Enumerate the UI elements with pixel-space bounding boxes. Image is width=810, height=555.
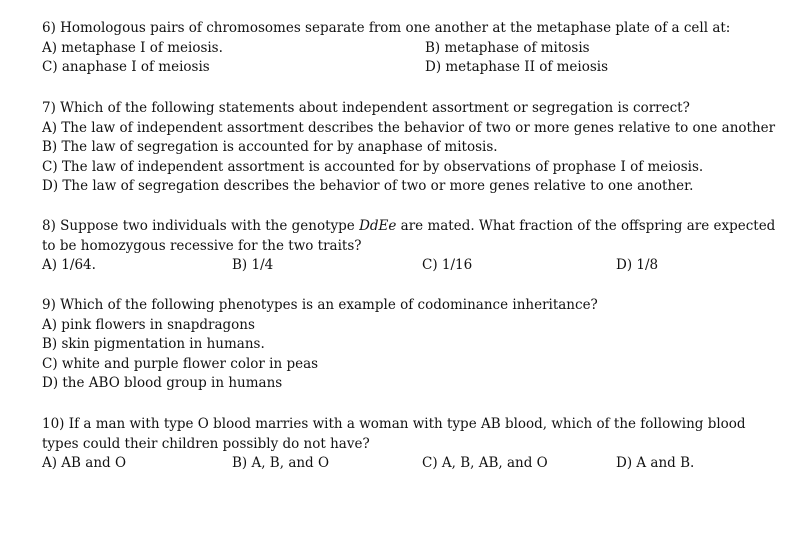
question-6-option-b: B) metaphase of mitosis xyxy=(425,39,590,56)
question-9-option-a: A) pink flowers in snapdragons xyxy=(42,316,255,333)
question-8-options xyxy=(42,256,782,276)
question-8-option-c: C) 1/16 xyxy=(422,257,473,273)
question-6 xyxy=(42,19,782,78)
question-6-option-a: A) metaphase I of meiosis. xyxy=(42,39,223,56)
question-10-stem: 10) If a man with type O blood marries with a woman with type AB blood, which of the following blood types could their children possibly do not have? xyxy=(42,416,746,452)
question-10 xyxy=(42,415,782,474)
question-10-option-b: B) A, B, and O xyxy=(232,455,330,471)
question-9 xyxy=(42,296,782,394)
question-7 xyxy=(42,99,782,197)
question-9-option-b: B) skin pigmentation in humans. xyxy=(42,336,265,352)
question-8-stem-suffix: are mated. What fraction of the offspring are expected to be homozygous recessive for the two traits? xyxy=(42,218,776,254)
question-10-option-c: C) A, B, AB, and O xyxy=(422,455,548,471)
question-6-option-c: C) anaphase I of meiosis xyxy=(42,59,210,75)
question-8 xyxy=(42,217,782,276)
question-8-option-b: B) 1/4 xyxy=(232,257,274,273)
question-8-stem xyxy=(42,217,782,256)
question-7-option-c: C) The law of independent assortment is accounted for by observations of prophase I of meiosis. xyxy=(42,158,704,175)
question-10-options xyxy=(42,454,782,474)
question-6-option-d: D) metaphase II of meiosis xyxy=(425,59,609,75)
question-9-stem: 9) Which of the following phenotypes is an example of codominance inheritance? xyxy=(42,297,598,313)
question-9-option-c: C) white and purple flower color in peas xyxy=(42,355,319,372)
question-6-stem: 6) Homologous pairs of chromosomes separate from one another at the metaphase plate of a cell at: xyxy=(42,20,731,36)
question-9-option-d: D) the ABO blood group in humans xyxy=(42,375,283,391)
question-6-options xyxy=(42,39,782,78)
question-8-option-d: D) 1/8 xyxy=(616,257,659,273)
question-8-option-a: A) 1/64. xyxy=(42,257,96,273)
question-8-stem-prefix: 8) Suppose two individuals with the genotype xyxy=(42,218,360,234)
question-7-option-d: D) The law of segregation describes the behavior of two or more genes relative to one another. xyxy=(42,178,694,194)
question-10-option-d: D) A and B. xyxy=(616,455,695,471)
question-10-option-a: A) AB and O xyxy=(42,455,127,471)
question-7-option-a: A) The law of independent assortment describes the behavior of two or more genes relative to one another xyxy=(42,119,776,136)
question-7-stem: 7) Which of the following statements about independent assortment or segregation is correct? xyxy=(42,100,690,116)
question-7-option-b: B) The law of segregation is accounted for by anaphase of mitosis. xyxy=(42,139,498,155)
question-8-genotype: DdEe xyxy=(359,218,397,234)
worksheet-page xyxy=(42,0,802,555)
